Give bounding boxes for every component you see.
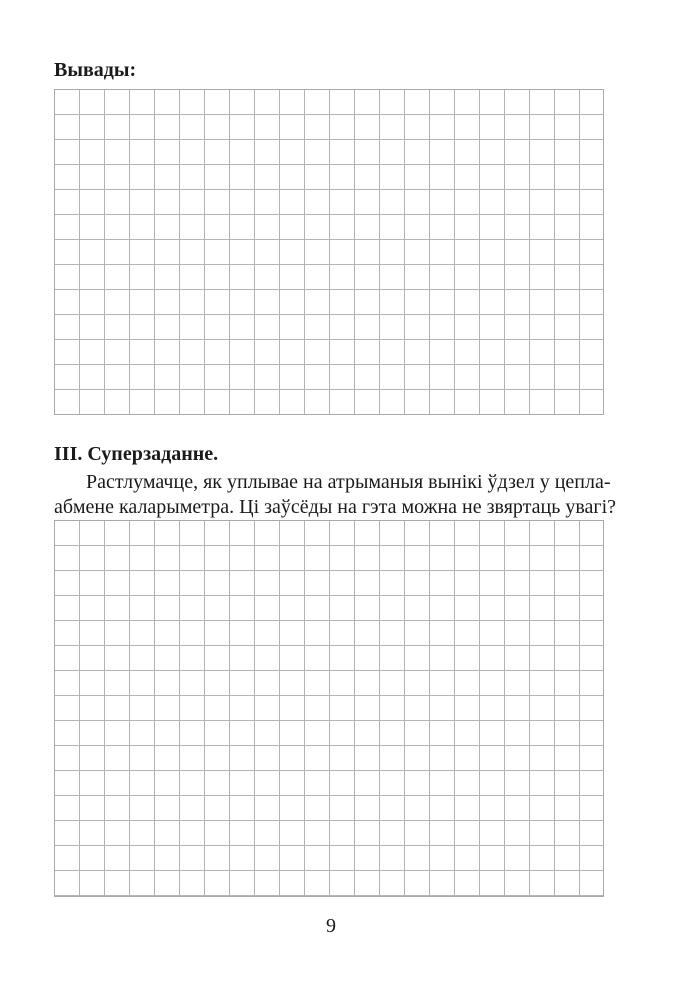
super-task-text-line-1: Растлумачце, як уплывае на атрыманыя вынікі ўдзел у цепла-	[86, 471, 611, 493]
conclusions-answer-grid	[54, 89, 604, 415]
page-number: 9	[326, 915, 336, 937]
super-task-answer-grid	[54, 520, 604, 897]
super-task-title: III. Суперзаданне.	[54, 443, 219, 465]
super-task-text	[54, 470, 620, 520]
super-task-text-line-2: абмене каларыметра. Ці заўсёды на гэта можна не звяртаць увагі?	[54, 496, 617, 518]
conclusions-heading: Вывады:	[54, 59, 137, 81]
